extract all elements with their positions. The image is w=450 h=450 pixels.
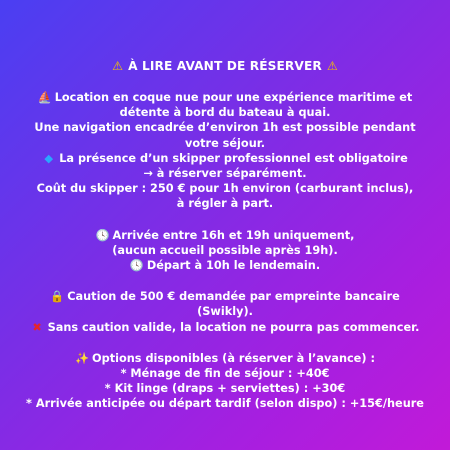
text-line [0, 258, 450, 273]
sailboat-icon: ⛵ [37, 91, 52, 104]
option-item: * Kit linge (draps + serviettes) : +30€ [104, 382, 346, 396]
text-line: Une navigation encadrée d’environ 1h est possible pendant [34, 121, 416, 135]
cross-icon: ✖ [32, 320, 42, 334]
text-line: (aucun accueil possible après 19h). [112, 243, 338, 257]
clock-icon: 🕓 [129, 259, 144, 273]
text: Options disponibles (à réserver à l’avance) : [92, 351, 375, 365]
text-line [0, 351, 450, 366]
option-item: * Ménage de fin de séjour : +40€ [120, 367, 330, 381]
title-text: À LIRE AVANT DE RÉSERVER [128, 59, 322, 73]
text: Location en coque nue pour une expérience maritime et [54, 91, 413, 104]
page-title [0, 58, 450, 74]
warning-icon: ⚠ [326, 59, 338, 73]
schedule-info [0, 228, 450, 274]
text: Arrivée entre 16h et 19h uniquement, [112, 228, 355, 242]
text-line [0, 289, 450, 304]
text-line [0, 151, 450, 166]
text-line: → à réserver séparément. [143, 167, 307, 181]
text-line [0, 90, 450, 105]
text-line [0, 228, 450, 243]
text: Sans caution valide, la location ne pourra pas commencer. [47, 320, 420, 334]
text: La présence d’un skipper professionnel est obligatoire [59, 151, 408, 165]
text-line: à régler à part. [176, 197, 274, 211]
warning-icon: ⚠ [112, 59, 124, 73]
clock-icon: 🕓 [95, 228, 110, 242]
lock-icon: 🔒 [50, 290, 65, 304]
options-info [0, 351, 450, 412]
sparkles-icon: ✨ [75, 351, 90, 365]
diamond-icon: ◆ [44, 151, 54, 165]
text-line [0, 320, 450, 335]
text-line: votre séjour. [184, 136, 265, 150]
text-line: (Swikly). [197, 305, 253, 319]
option-item: * Arrivée anticipée ou départ tardif (selon dispo) : +15€/heure [26, 397, 424, 411]
text-line: détente à bord du bateau à quai. [119, 106, 331, 120]
deposit-info [0, 289, 450, 335]
text: Départ à 10h le lendemain. [146, 259, 321, 273]
text: Caution de 500 € demandée par empreinte bancaire [67, 290, 400, 304]
rental-info [0, 90, 450, 212]
text-line: Coût du skipper : 250 € pour 1h environ (carburant inclus), [36, 182, 414, 196]
